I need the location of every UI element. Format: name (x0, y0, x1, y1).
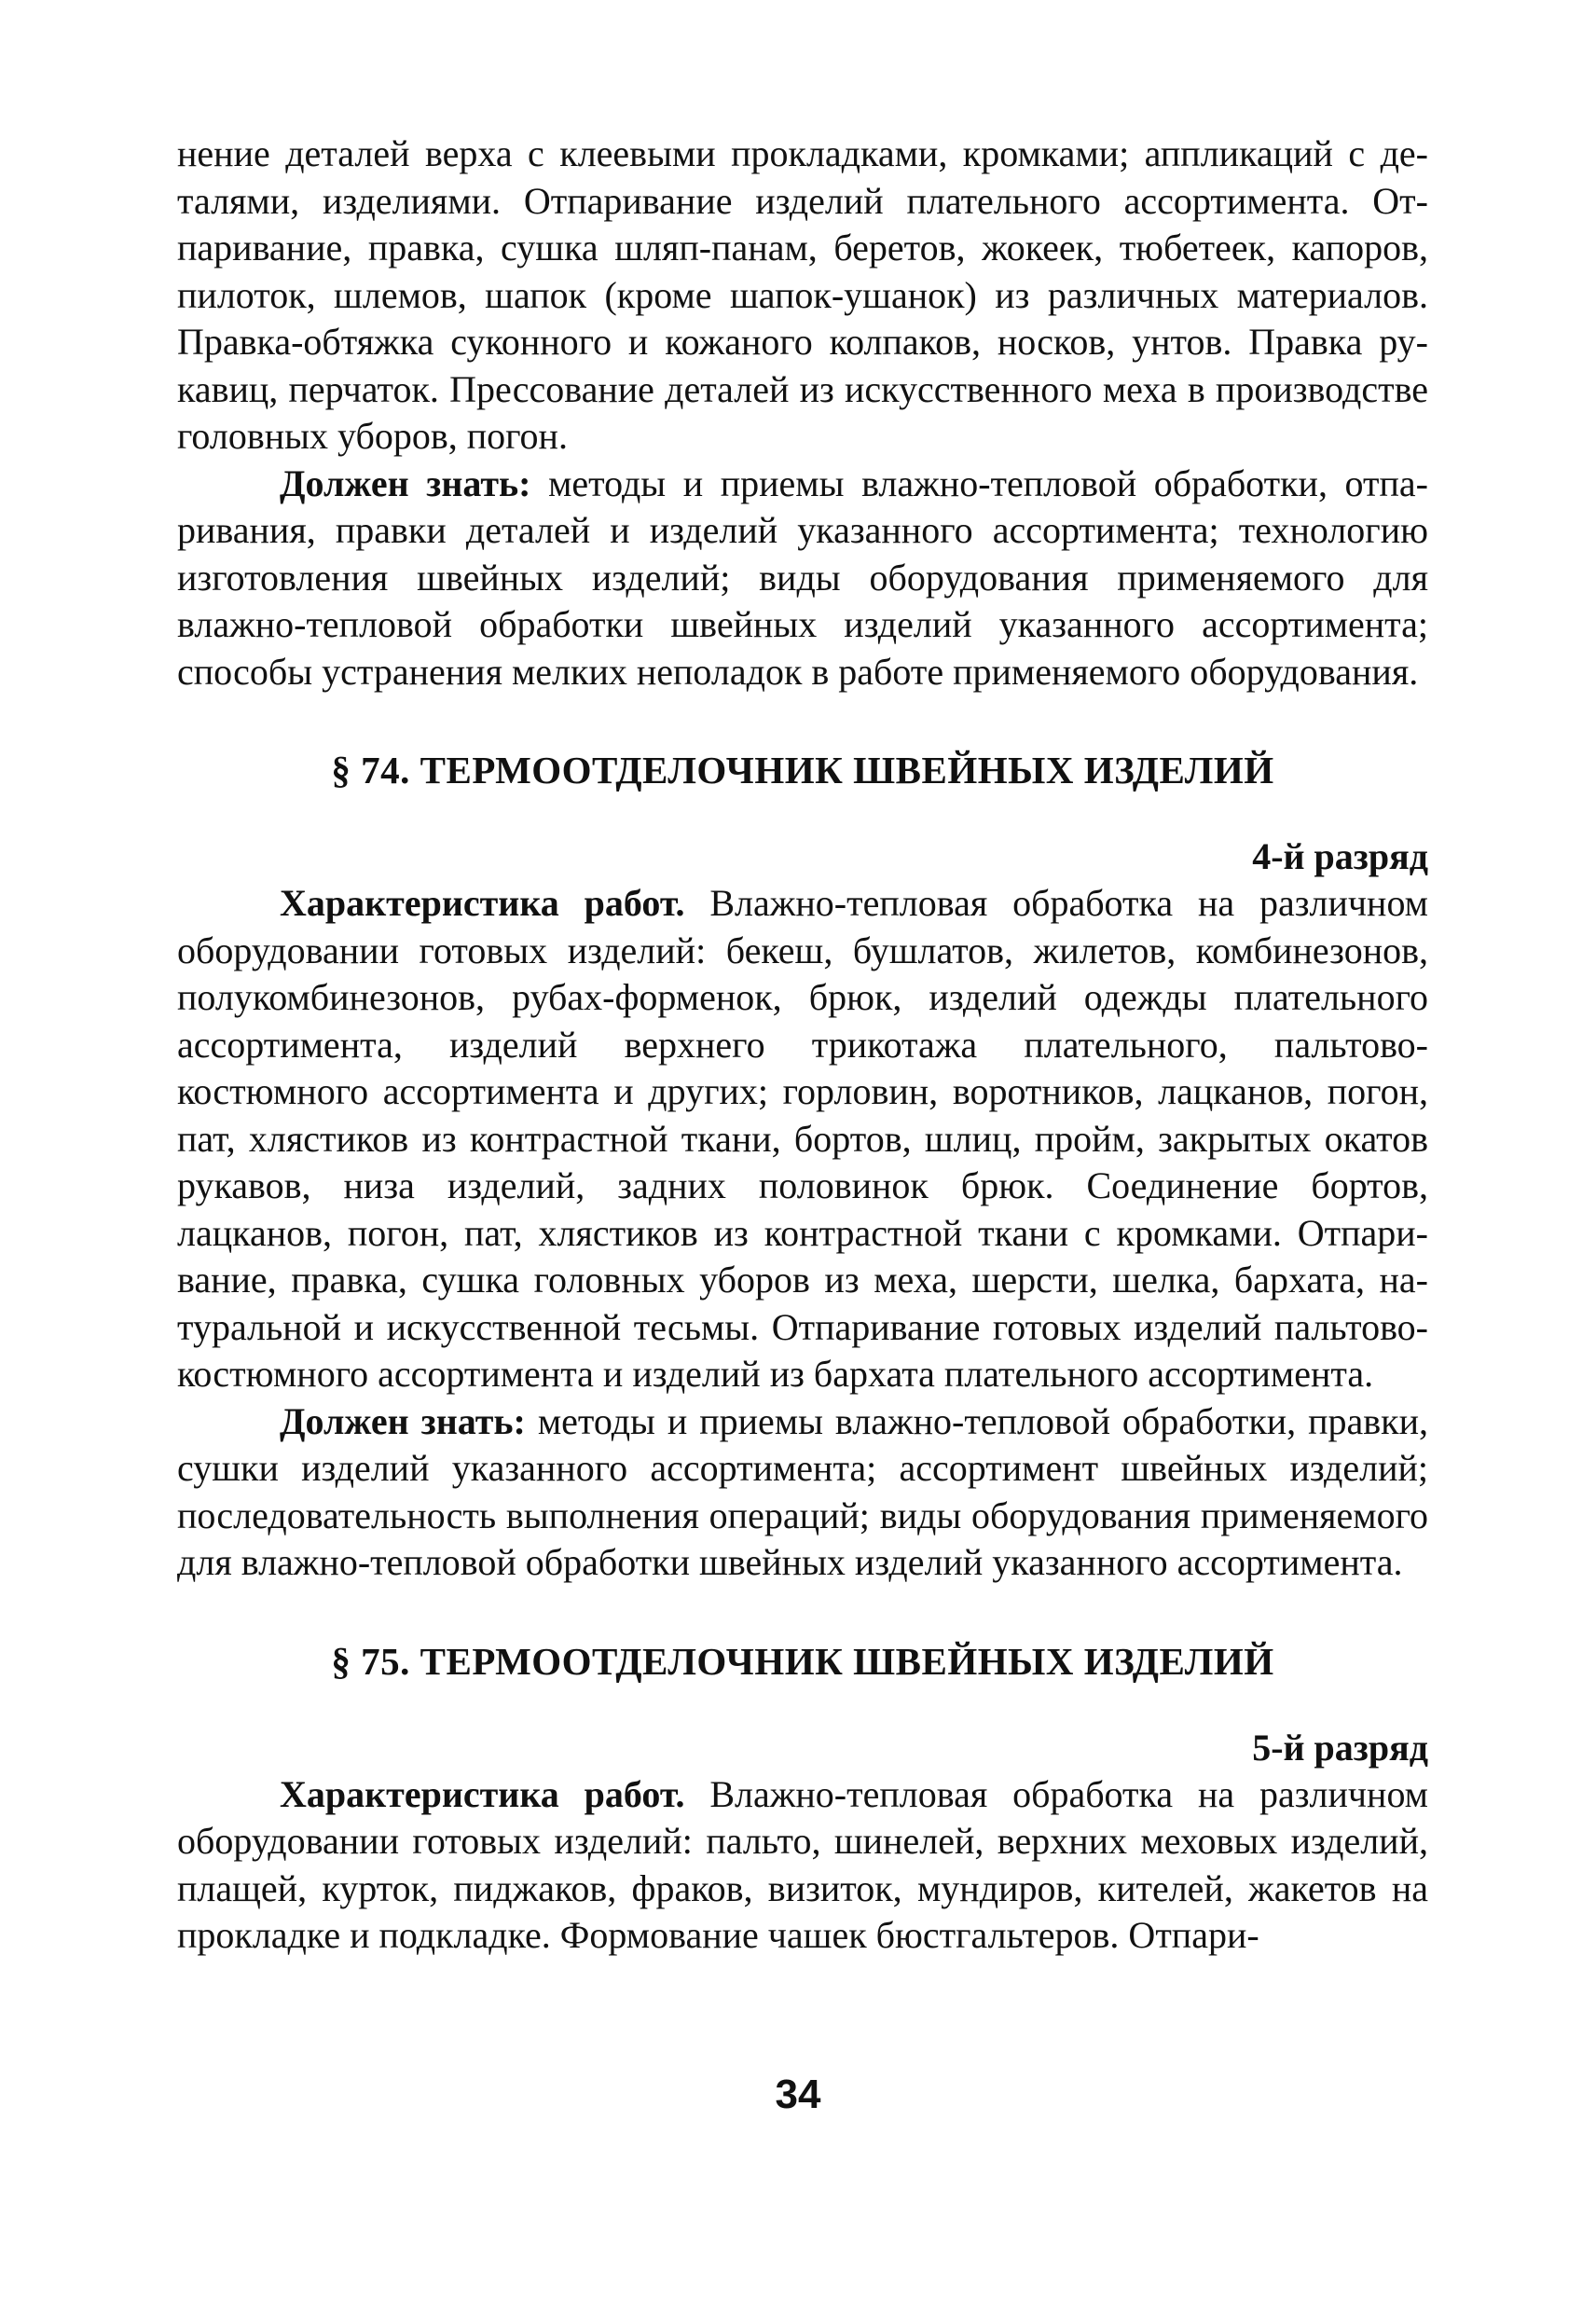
continued-paragraph: нение деталей верха с клеевыми прокладками, кромками; аппликаций с деталями, изделиями. Отпаривание изделий плательного ассортимента. Отпаривание, правка, сушка шляп-панам, беретов, жокеек, тюбетеек, капоров, пилоток, шлемов, шапок (кроме шапок-ушанок) из различных материалов. Правка-обтяжка суконного и кожаного колпаков, носков, унтов. Правка рукавиц, перчаток. Прессование деталей из искусственного меха в производстве головных уборов, погон. (177, 132, 1428, 457)
section-75-title: § 75. ТЕРМООТДЕЛОЧНИК ШВЕЙНЫХ ИЗДЕЛИЙ (331, 1639, 1274, 1683)
knowledge-text: методы и приемы влажно-тепловой обработки, правки, сушки изделий указанного ассортимента; ассортимент швейных изделий; последовательность выполнения операций; виды оборудования применяемого для влажно-тепловой обработки швейных изделий указанного ассортимента. (177, 1399, 1429, 1583)
characteristic-label: Характеристика работ. (280, 1772, 685, 1815)
section-75-characteristic (177, 1771, 1428, 1960)
page-number: 34 (775, 2072, 821, 2117)
characteristic-text: Влажно-тепловая обработка на различном оборудовании готовых изделий: бекеш, бушлатов, жилетов, комбинезонов, полукомбинезонов, рубах-форменок, брюк, изделий одежды плательного ассортимента, изделий верхнего трикотажа плательного, пальтово-костюмного ассортимента и других; горловин, воротников, лацканов, погон, пат, хлястиков из контрастной ткани, бортов, шлиц, пройм, закрытых окатов рукавов, низа изделий, задних половинок брюк. Соединение бортов, лацканов, погон, пат, хлястиков из контрастной ткани с кромками. Отпаривание, правка, сушка головных уборов из меха, шерсти, шелка, бархата, натуральной и искусственной тесьмы. Отпаривание готовых изделий пальтово-костюмного ассортимента и изделий из бархата плательного ассортимента. (177, 882, 1428, 1395)
knowledge-label: Должен знать: (280, 1399, 526, 1442)
section-74-characteristic (177, 880, 1428, 1398)
section-74-grade: 4-й разряд (1252, 835, 1428, 877)
characteristic-label: Характеристика работ. (280, 882, 685, 924)
section-74-knowledge (177, 1398, 1428, 1587)
characteristic-text: Влажно-тепловая обработка на различном оборудовании готовых изделий: пальто, шинелей, верхних меховых изделий, плащей, курток, пиджаков, фраков, визиток, мундиров, кителей, жакетов на прокладке и подкладке. Формование чашек бюстгальтеров. Отпари- (177, 1772, 1428, 1956)
page-content (177, 131, 1428, 1960)
knowledge-label: Должен знать: (280, 461, 531, 504)
knowledge-text: методы и приемы влажно-тепловой обработки, отпаривания, правки деталей и изделий указанного ассортимента; технологию изготовления швейных изделий; виды оборудования применяемого для влажно-тепловой обработки швейных изделий указанного ассортимента; способы устранения мелких неполадок в работе применяемого оборудования. (177, 461, 1428, 693)
knowledge-paragraph (177, 461, 1428, 696)
section-74-title: § 74. ТЕРМООТДЕЛОЧНИК ШВЕЙНЫХ ИЗДЕЛИЙ (331, 749, 1274, 792)
section-75-grade: 5-й разряд (1252, 1726, 1428, 1769)
